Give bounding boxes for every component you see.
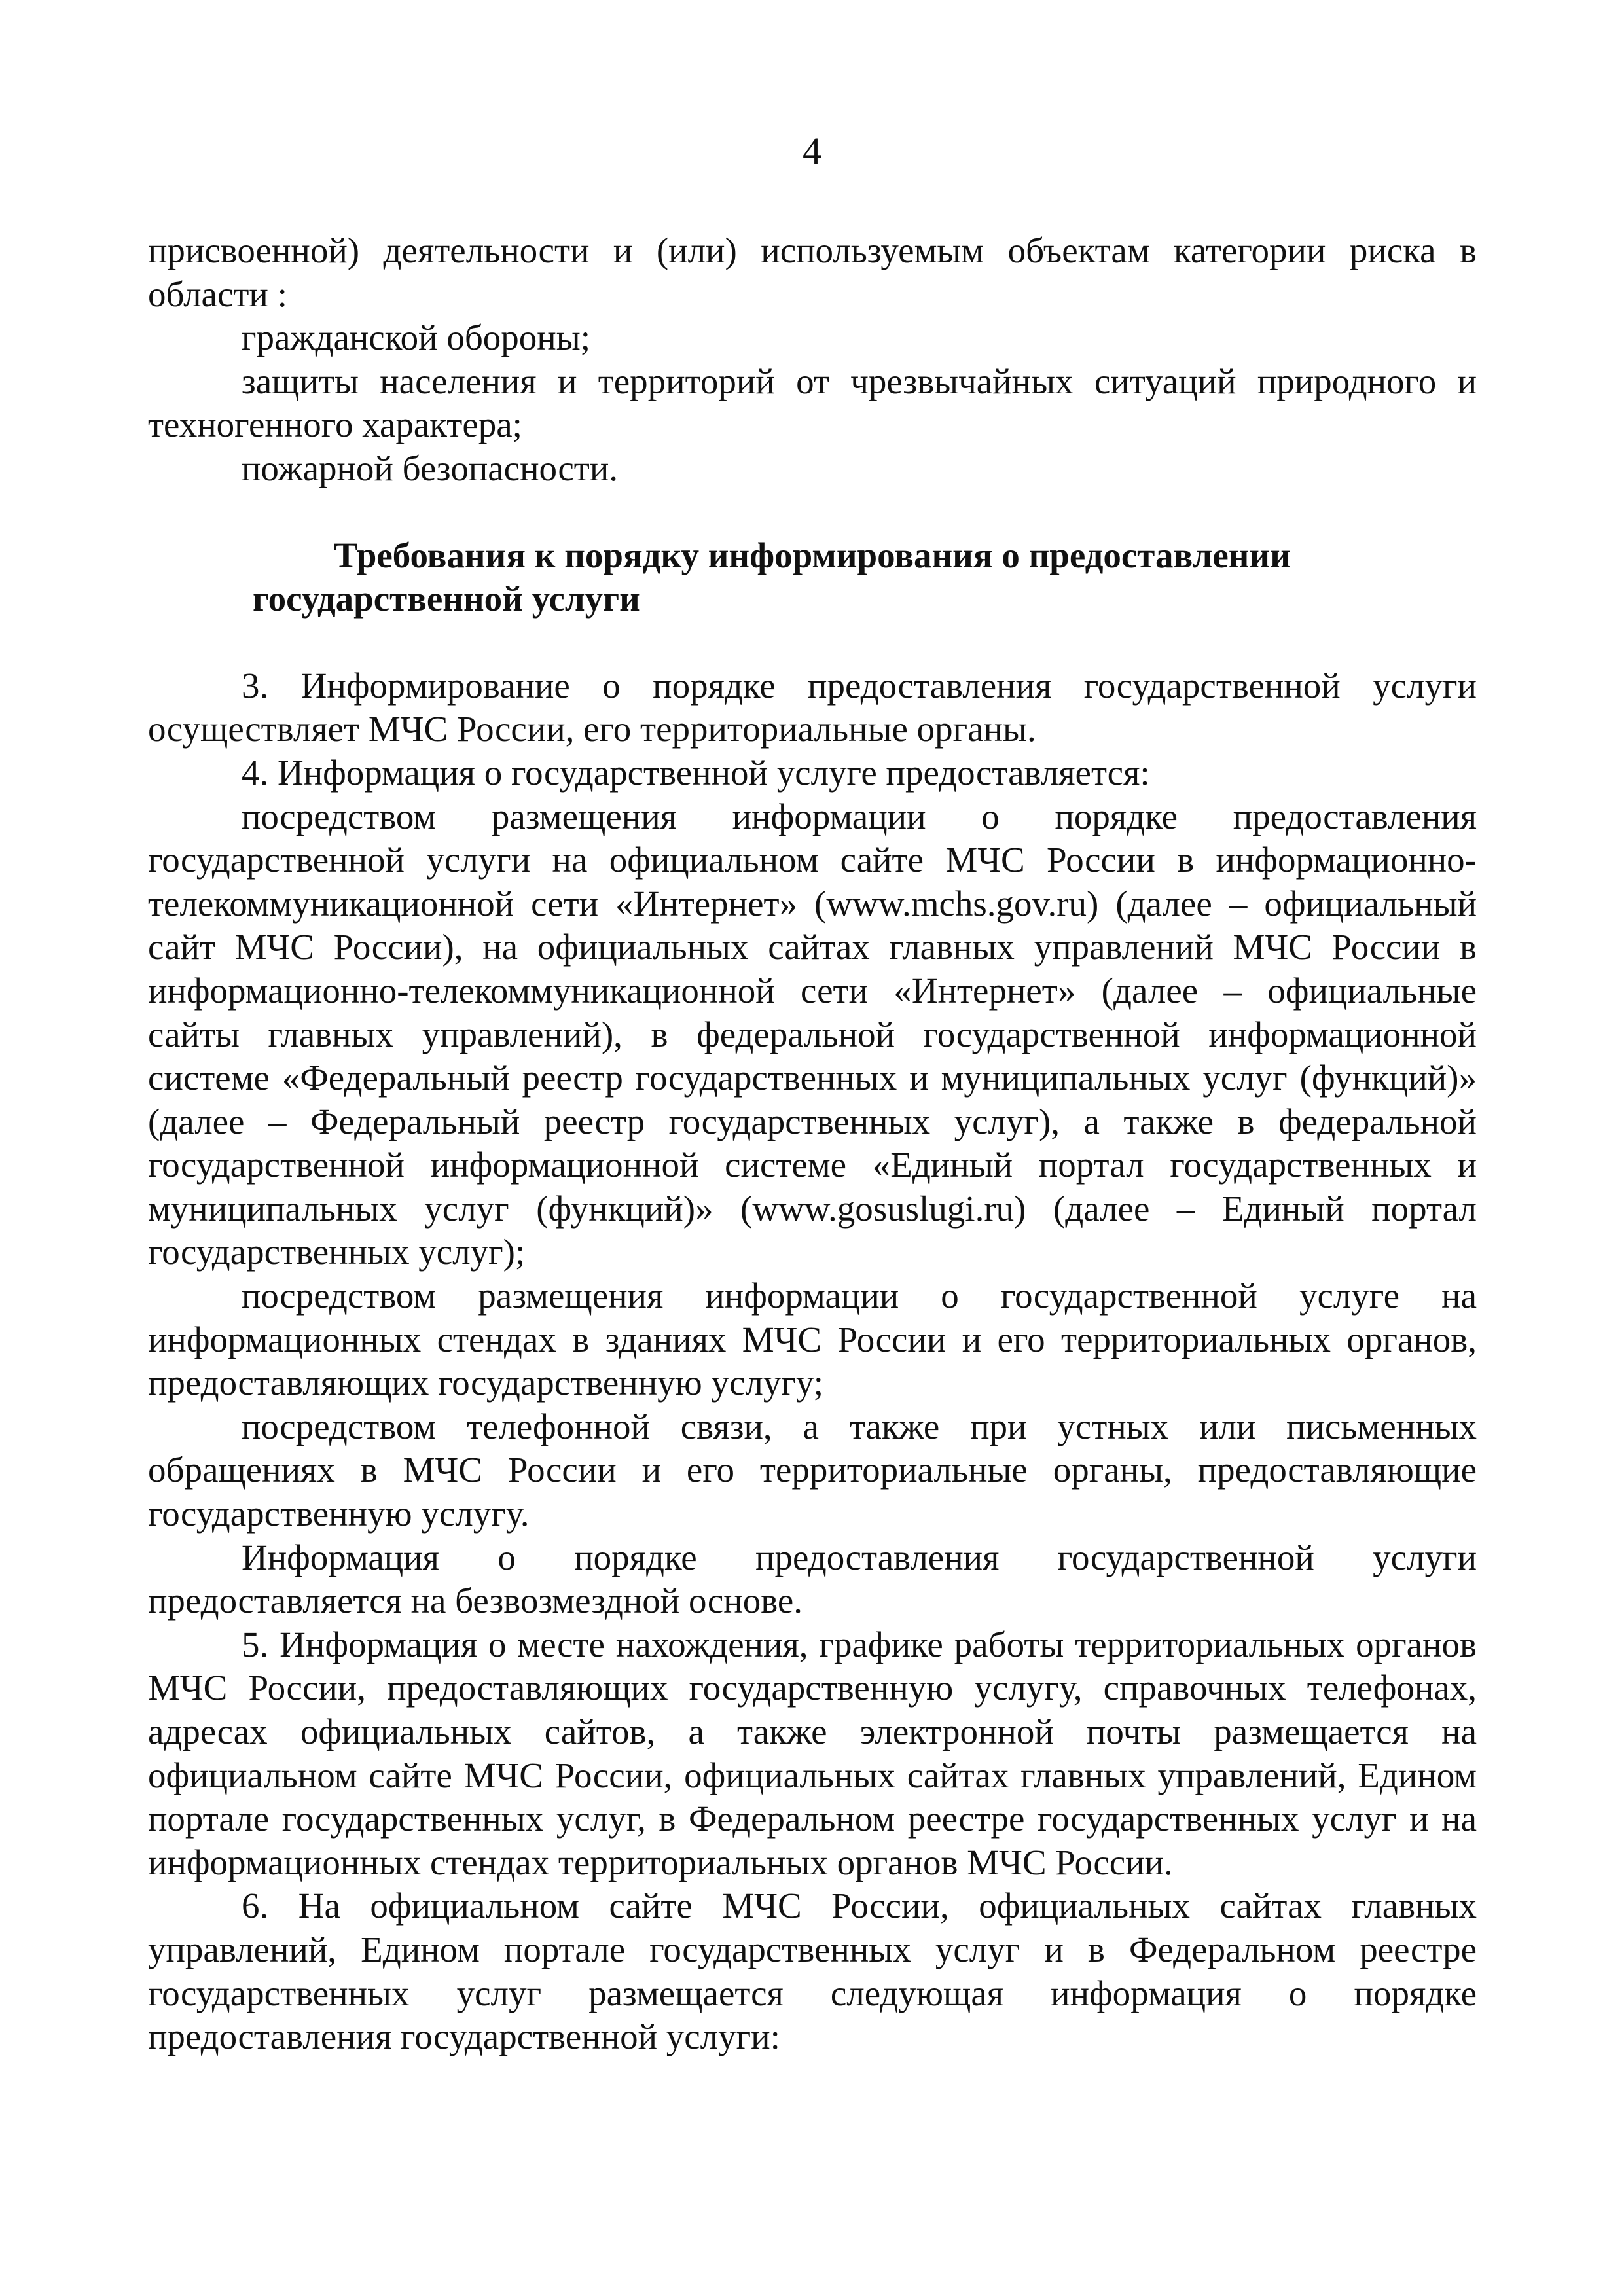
paragraph-3: 3. Информирование о порядке предоставления государственной услуги осуществляет МЧС России, его территориальные органы. [148, 665, 1477, 749]
paragraph-4-website: посредством размещения информации о порядке предоставления государственной услуги на официальном сайте МЧС России в информационно-телекоммуникационной сети «Интернет» (www.mchs.gov.ru) (далее – официальный сайт МЧС России), на официальных сайтах главных управлений МЧС России в информационно-телекоммуникационной сети «Интернет» (далее – официальные сайты главных управлений), в федеральной государственной информационной системе «Федеральный реестр государственных и муниципальных услуг (функций)» (далее – Федеральный реестр государственных услуг), а также в федеральной государственной информационной системе «Единый портал государственных и муниципальных услуг (функций)» (www.gosuslugi.ru) (далее – Единый портал государственных услуг); [148, 796, 1477, 1272]
list-item-fire-safety: пожарной безопасности. [242, 448, 619, 488]
paragraph-6: 6. На официальном сайте МЧС России, официальных сайтах главных управлений, Едином портале государственных услуг и в Федеральном реестре государственных услуг размещается следующая информация о порядке предоставления государственной услуги: [148, 1886, 1477, 2057]
document-body [148, 229, 1477, 2059]
section-heading: Требования к порядку информирования о предоставлении государственной услуги [253, 535, 1291, 619]
paragraph-5: 5. Информация о месте нахождения, графике работы территориальных органов МЧС России, предоставляющих государственную услугу, справочных телефонах, адресах официальных сайтов, а также электронной почты размещается на официальном сайте МЧС России, официальных сайтах главных управлений, Едином портале государственных услуг, в Федеральном реестре государственных услуг и на информационных стендах территориальных органов МЧС России. [148, 1624, 1477, 1882]
paragraph-4-phone: посредством телефонной связи, а также при устных или письменных обращениях в МЧС России и его территориальные органы, предоставляющие государственную услугу. [148, 1406, 1477, 1534]
paragraph-intro-continuation: присвоенной) деятельности и (или) используемым объектам категории риска в области : [148, 230, 1477, 314]
paragraph-4-free: Информация о порядке предоставления государственной услуги предоставляется на безвозмездной основе. [148, 1537, 1477, 1621]
page-number: 4 [803, 130, 821, 172]
paragraph-4: 4. Информация о государственной услуге предоставляется: [242, 752, 1150, 793]
paragraph-4-stands: посредством размещения информации о государственной услуге на информационных стендах в зданиях МЧС России и его территориальных органов, предоставляющих государственную услугу; [148, 1276, 1477, 1403]
list-item-emergency-protection: защиты населения и территорий от чрезвычайных ситуаций природного и техногенного характера; [148, 361, 1477, 445]
list-item-civil-defense: гражданской обороны; [242, 317, 590, 358]
